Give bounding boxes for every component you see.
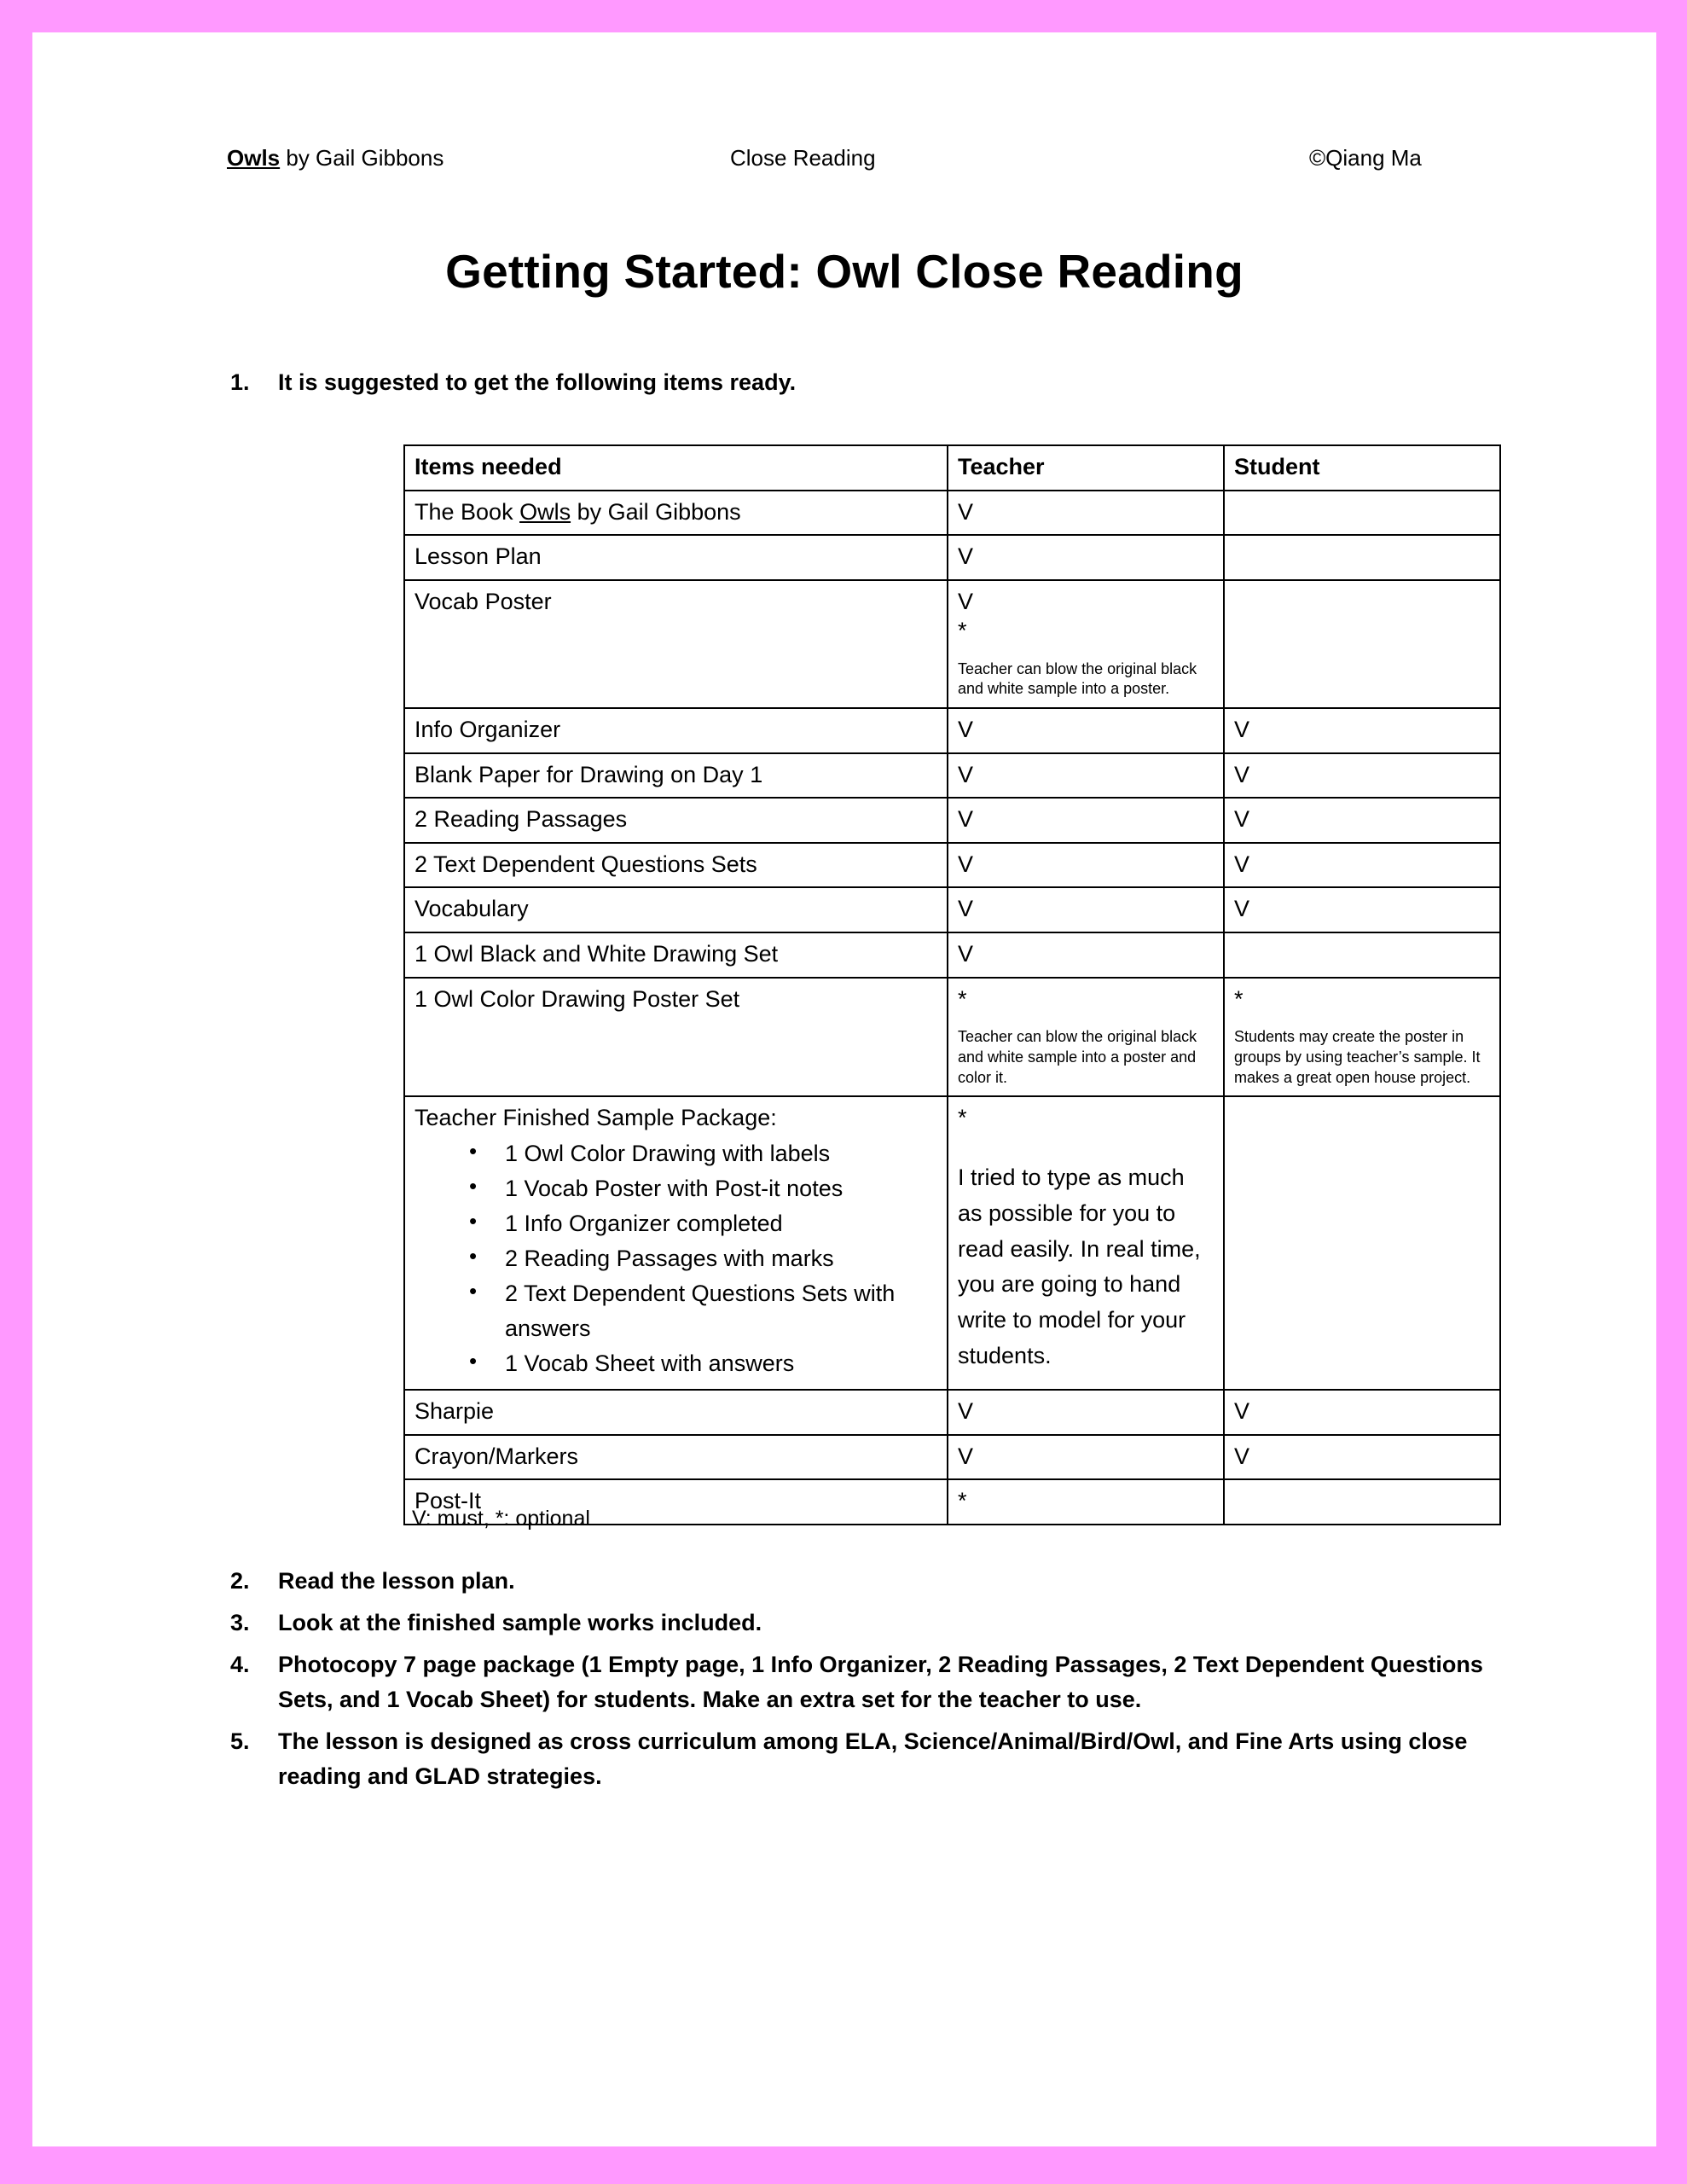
item-name-cell: Sharpie [404, 1390, 948, 1435]
item-name-cell: 1 Owl Color Drawing Poster Set [404, 978, 948, 1097]
item-name-cell [404, 1096, 948, 1390]
column-header-teacher: Teacher [948, 445, 1224, 491]
column-header-student: Student [1224, 445, 1500, 491]
table-row [404, 535, 1500, 580]
table-row [404, 978, 1500, 1097]
teacher-note: Teacher can blow the original black and white sample into a poster and color it. [958, 1028, 1197, 1086]
student-mark: * [1234, 985, 1244, 1012]
teacher-mark-cell [948, 753, 1224, 799]
item-name-cell: Vocabulary [404, 887, 948, 932]
document-running-header [32, 145, 1656, 179]
student-mark-cell [1224, 1096, 1500, 1390]
student-mark-cell [1224, 978, 1500, 1097]
table-row [404, 932, 1500, 978]
student-note: Students may create the poster in groups by using teacher’s sample. It makes a great open house project. [1234, 1028, 1481, 1086]
list-item: • 2 Reading Passages with marks [469, 1241, 937, 1276]
step-item-4 [227, 1647, 1498, 1717]
item-name-cell: Blank Paper for Drawing on Day 1 [404, 753, 948, 799]
student-mark-cell [1224, 1479, 1500, 1525]
list-item: • 2 Text Dependent Questions Sets with answers [469, 1276, 937, 1346]
teacher-mark-cell [948, 491, 1224, 536]
teacher-mark-cell [948, 1435, 1224, 1480]
student-mark: V [1234, 1398, 1250, 1425]
teacher-note: I tried to type as much as possible for you to read easily. In real time, you are going to hand write to model for your students. [958, 1164, 1201, 1369]
student-mark: V [1234, 806, 1250, 833]
step-number: 3. [230, 1610, 250, 1636]
student-mark-cell [1224, 753, 1500, 799]
steps-list-bottom [227, 1564, 1498, 1801]
teacher-mark-cell [948, 708, 1224, 753]
teacher-mark: V [958, 851, 974, 877]
student-mark-cell [1224, 1435, 1500, 1480]
step-item-2 [227, 1564, 1498, 1599]
teacher-mark: V [958, 761, 974, 787]
teacher-mark: V [958, 806, 974, 833]
package-title: Teacher Finished Sample Package: [415, 1105, 777, 1131]
teacher-mark: V [958, 1398, 974, 1425]
header-book-author: by Gail Gibbons [280, 145, 444, 171]
step-text: It is suggested to get the following items ready. [278, 369, 797, 395]
step-item-1 [227, 365, 1481, 400]
header-left [227, 145, 443, 171]
student-mark-cell [1224, 887, 1500, 932]
item-suffix: by Gail Gibbons [571, 498, 741, 525]
teacher-mark-cell [948, 535, 1224, 580]
table-row [404, 1435, 1500, 1480]
teacher-mark-cell [948, 978, 1224, 1097]
item-name-cell: 2 Reading Passages [404, 798, 948, 843]
step-item-3 [227, 1606, 1498, 1641]
list-item: • 1 Owl Color Drawing with labels [469, 1136, 937, 1171]
table-row [404, 491, 1500, 536]
list-item: • 1 Info Organizer completed [469, 1206, 937, 1241]
item-name-cell [404, 491, 948, 536]
teacher-mark-cell [948, 1096, 1224, 1390]
header-book-title: Owls [227, 145, 281, 171]
list-item: • 1 Vocab Sheet with answers [469, 1346, 937, 1381]
column-header-items: Items needed [404, 445, 948, 491]
item-book-title: Owls [519, 498, 571, 525]
teacher-mark: V [958, 940, 974, 967]
teacher-mark: V [958, 1443, 974, 1469]
list-item: • 1 Vocab Poster with Post-it notes [469, 1171, 937, 1206]
teacher-mark: V [958, 717, 974, 743]
teacher-mark-cell [948, 580, 1224, 709]
steps-list-top [227, 365, 1481, 402]
student-mark-cell [1224, 580, 1500, 709]
teacher-mark-cell [948, 1479, 1224, 1525]
table-row [404, 1096, 1500, 1390]
table-row [404, 843, 1500, 888]
step-number: 1. [230, 369, 250, 395]
step-text: Read the lesson plan. [278, 1568, 515, 1594]
table-row [404, 753, 1500, 799]
teacher-mark-optional: * [958, 618, 967, 644]
teacher-mark-cell [948, 932, 1224, 978]
student-mark-cell [1224, 843, 1500, 888]
student-mark: V [1234, 851, 1250, 877]
header-center: Close Reading [730, 145, 876, 171]
item-name-cell: Info Organizer [404, 708, 948, 753]
teacher-mark: * [958, 985, 967, 1012]
table-legend: V: must, *: optional [412, 1507, 590, 1531]
package-bullet-list [415, 1136, 937, 1381]
teacher-mark: V [958, 543, 974, 570]
student-mark: V [1234, 761, 1250, 787]
table-header-row [404, 445, 1500, 491]
step-text: The lesson is designed as cross curriculum among ELA, Science/Animal/Bird/Owl, and Fine Arts using close reading and GLAD strategies. [278, 1728, 1468, 1790]
teacher-mark-cell [948, 887, 1224, 932]
student-mark: V [1234, 896, 1250, 922]
step-number: 2. [230, 1568, 250, 1594]
student-mark: V [1234, 1443, 1250, 1469]
teacher-mark: V [958, 498, 974, 525]
step-number: 4. [230, 1652, 250, 1678]
document-page [32, 32, 1656, 2146]
student-mark-cell [1224, 932, 1500, 978]
student-mark-cell [1224, 798, 1500, 843]
item-name-cell: 1 Owl Black and White Drawing Set [404, 932, 948, 978]
items-needed-table [403, 444, 1501, 1525]
student-mark-cell [1224, 491, 1500, 536]
table-row [404, 580, 1500, 709]
table-row [404, 1390, 1500, 1435]
table-row [404, 708, 1500, 753]
teacher-mark-cell [948, 798, 1224, 843]
teacher-mark-cell [948, 843, 1224, 888]
step-number: 5. [230, 1728, 250, 1755]
student-mark-cell [1224, 535, 1500, 580]
teacher-note: Teacher can blow the original black and white sample into a poster. [958, 659, 1197, 698]
item-prefix: The Book [415, 498, 520, 525]
teacher-mark: V [958, 588, 974, 614]
table-row [404, 887, 1500, 932]
student-mark-cell [1224, 708, 1500, 753]
step-text: Look at the finished sample works included. [278, 1610, 762, 1636]
student-mark-cell [1224, 1390, 1500, 1435]
table-row [404, 798, 1500, 843]
teacher-mark: * [958, 1488, 967, 1514]
teacher-mark-cell [948, 1390, 1224, 1435]
item-name-cell: Crayon/Markers [404, 1435, 948, 1480]
teacher-mark: V [958, 896, 974, 922]
item-name-cell: Lesson Plan [404, 535, 948, 580]
header-copyright: ©Qiang Ma [1309, 145, 1422, 171]
student-mark: V [1234, 717, 1250, 743]
item-name-cell: Post-It [404, 1479, 948, 1525]
step-item-5 [227, 1724, 1498, 1794]
teacher-mark: * [958, 1105, 967, 1131]
page-title: Getting Started: Owl Close Reading [445, 245, 1244, 298]
step-text: Photocopy 7 page package (1 Empty page, 1 Info Organizer, 2 Reading Passages, 2 Text Dependent Questions Sets, and 1 Vocab Sheet) for students. Make an extra set for the teacher to use. [278, 1652, 1483, 1713]
item-name-cell: 2 Text Dependent Questions Sets [404, 843, 948, 888]
item-name-cell: Vocab Poster [404, 580, 948, 709]
